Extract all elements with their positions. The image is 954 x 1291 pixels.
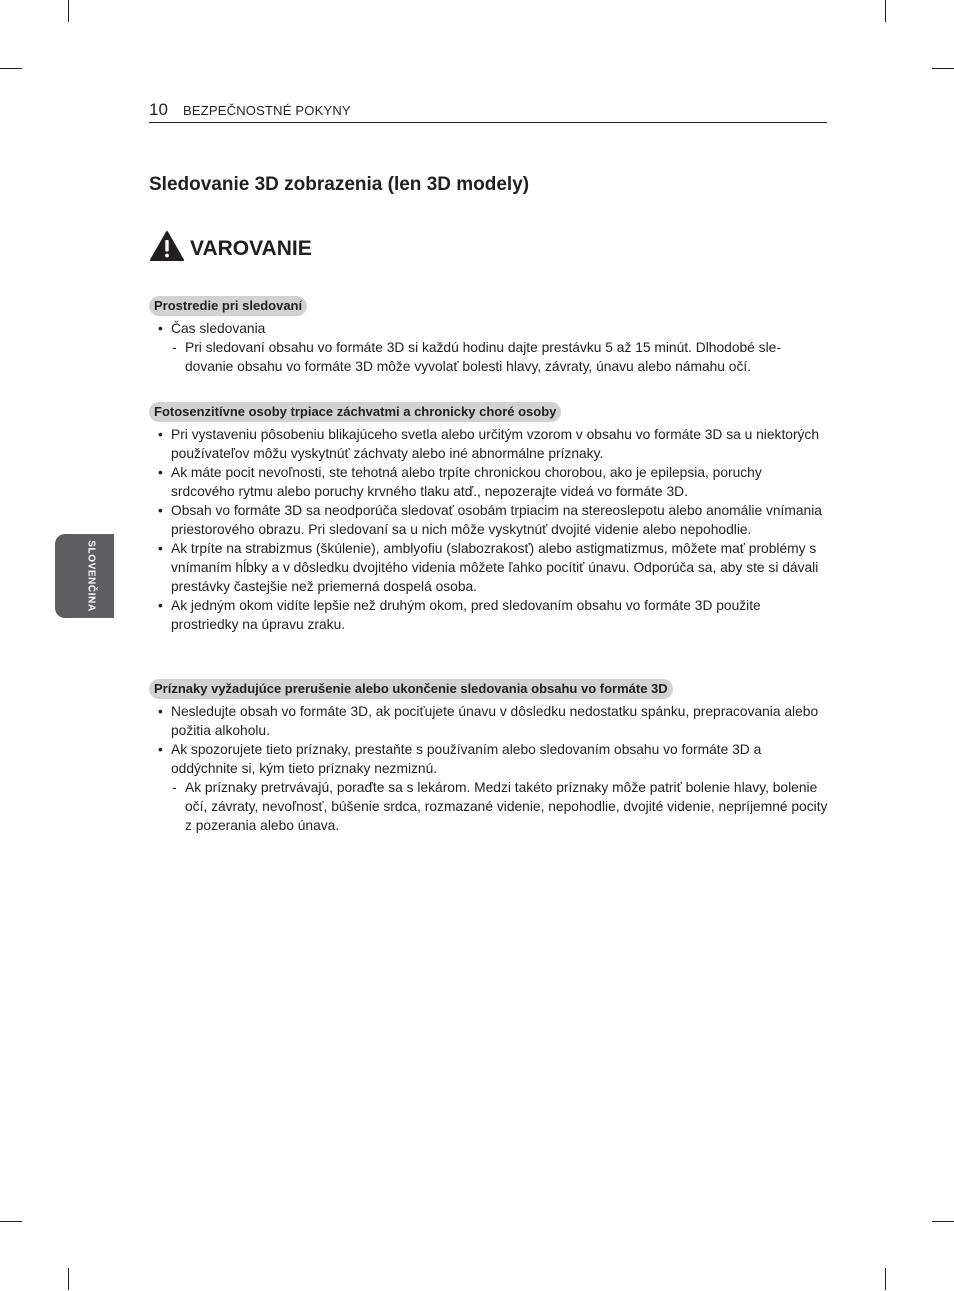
bullet-list xyxy=(149,702,829,835)
list-item: • Nesledujte obsah vo formáte 3D, ak pociťujete únavu v dôsledku nedostatku spánku, prepracovania alebo požitia alkoholu. xyxy=(149,702,829,740)
list-item-text: Čas sledovania xyxy=(171,321,266,336)
group-viewing-environment xyxy=(149,296,829,376)
list-item xyxy=(149,319,829,376)
crop-mark xyxy=(932,68,954,69)
running-head: BEZPEČNOSTNÉ POKYNY xyxy=(183,103,351,118)
warning-triangle-icon xyxy=(149,230,185,262)
list-item: • Ak máte pocit nevoľnosti, ste tehotná alebo trpíte chronickou chorobou, ako je epilepsia, poruchy srdcového rytmu alebo poruchy krvného tlaku atď., nepozerajte videá vo formáte 3D. xyxy=(149,463,829,501)
list-item: • Ak trpíte na strabizmus (škúlenie), amblyofiu (slabozrakosť) alebo astigmatizmus, môžete mať problémy s vnímaním hĺbky a v dôsledku dvojitého videnia môžete ľahko pocítiť únavu. Odporúča sa, aby ste si dávali prestávky častejšie než priemerná dospelá osoba. xyxy=(149,539,829,596)
language-tab xyxy=(55,534,114,618)
group-heading: Fotosenzitívne osoby trpiace záchvatmi a chronicky choré osoby xyxy=(149,402,561,422)
group-symptoms xyxy=(149,679,829,835)
crop-mark xyxy=(932,1221,954,1222)
sub-list xyxy=(171,778,829,835)
list-item-text: Ak spozorujete tieto príznaky, prestaňte s používaním alebo sledovaním obsahu vo formáte 3D a oddýchnite si, kým tieto príznaky nezmiznú. xyxy=(171,742,762,776)
crop-mark xyxy=(885,0,886,22)
crop-mark xyxy=(0,68,22,69)
bullet-list xyxy=(149,425,829,634)
sub-list-item: - Pri sledovaní obsahu vo formáte 3D si každú hodinu dajte prestávku 5 až 15 minút. Dlhodobé sle-dovanie obsahu vo formáte 3D môže vyvolať bolesti hlavy, závraty, únavu alebo námahu očí. xyxy=(149,338,829,376)
crop-mark xyxy=(68,1268,69,1290)
group-photosensitive-persons xyxy=(149,402,829,634)
crop-mark xyxy=(885,1268,886,1290)
crop-mark xyxy=(0,1221,22,1222)
page-number: 10 xyxy=(149,100,168,119)
warning-heading xyxy=(149,228,312,264)
section-title: Sledovanie 3D zobrazenia (len 3D modely) xyxy=(149,174,530,195)
crop-mark xyxy=(68,0,69,22)
list-item: • Obsah vo formáte 3D sa neodporúča sledovať osobám trpiacim na stereoslepotu alebo anomálie vnímania priestorového obrazu. Pri sledovaní sa u nich môže vyskytnúť dvojité videnie alebo nepohodlie. xyxy=(149,501,829,539)
sub-list-item: - Ak príznaky pretrvávajú, poraďte sa s lekárom. Medzi takéto príznaky môže patriť bolenie hlavy, bolenie očí, závraty, nevoľnosť, búšenie srdca, rozmazané videnie, nepohodlie, dvojité videnie, nepríjemné pocity z pozerania alebo únava. xyxy=(149,778,829,835)
list-item: • Pri vystaveniu pôsobeniu blikajúceho svetla alebo určitým vzorom v obsahu vo formáte 3D sa u niektorých používateľov môžu vyskytnúť záchvaty alebo iné abnormálne príznaky. xyxy=(149,425,829,463)
page-header xyxy=(149,100,827,123)
language-tab-label: SLOVENČINA xyxy=(85,540,97,612)
sub-list xyxy=(171,338,829,376)
warning-label: VAROVANIE xyxy=(190,237,312,260)
group-heading: Prostredie pri sledovaní xyxy=(149,296,307,316)
list-item xyxy=(149,740,829,835)
group-heading: Príznaky vyžadujúce prerušenie alebo ukončenie sledovania obsahu vo formáte 3D xyxy=(149,679,673,699)
bullet-list xyxy=(149,319,829,376)
list-item: • Ak jedným okom vidíte lepšie než druhým okom, pred sledovaním obsahu vo formáte 3D použite prostriedky na úpravu zraku. xyxy=(149,596,829,634)
